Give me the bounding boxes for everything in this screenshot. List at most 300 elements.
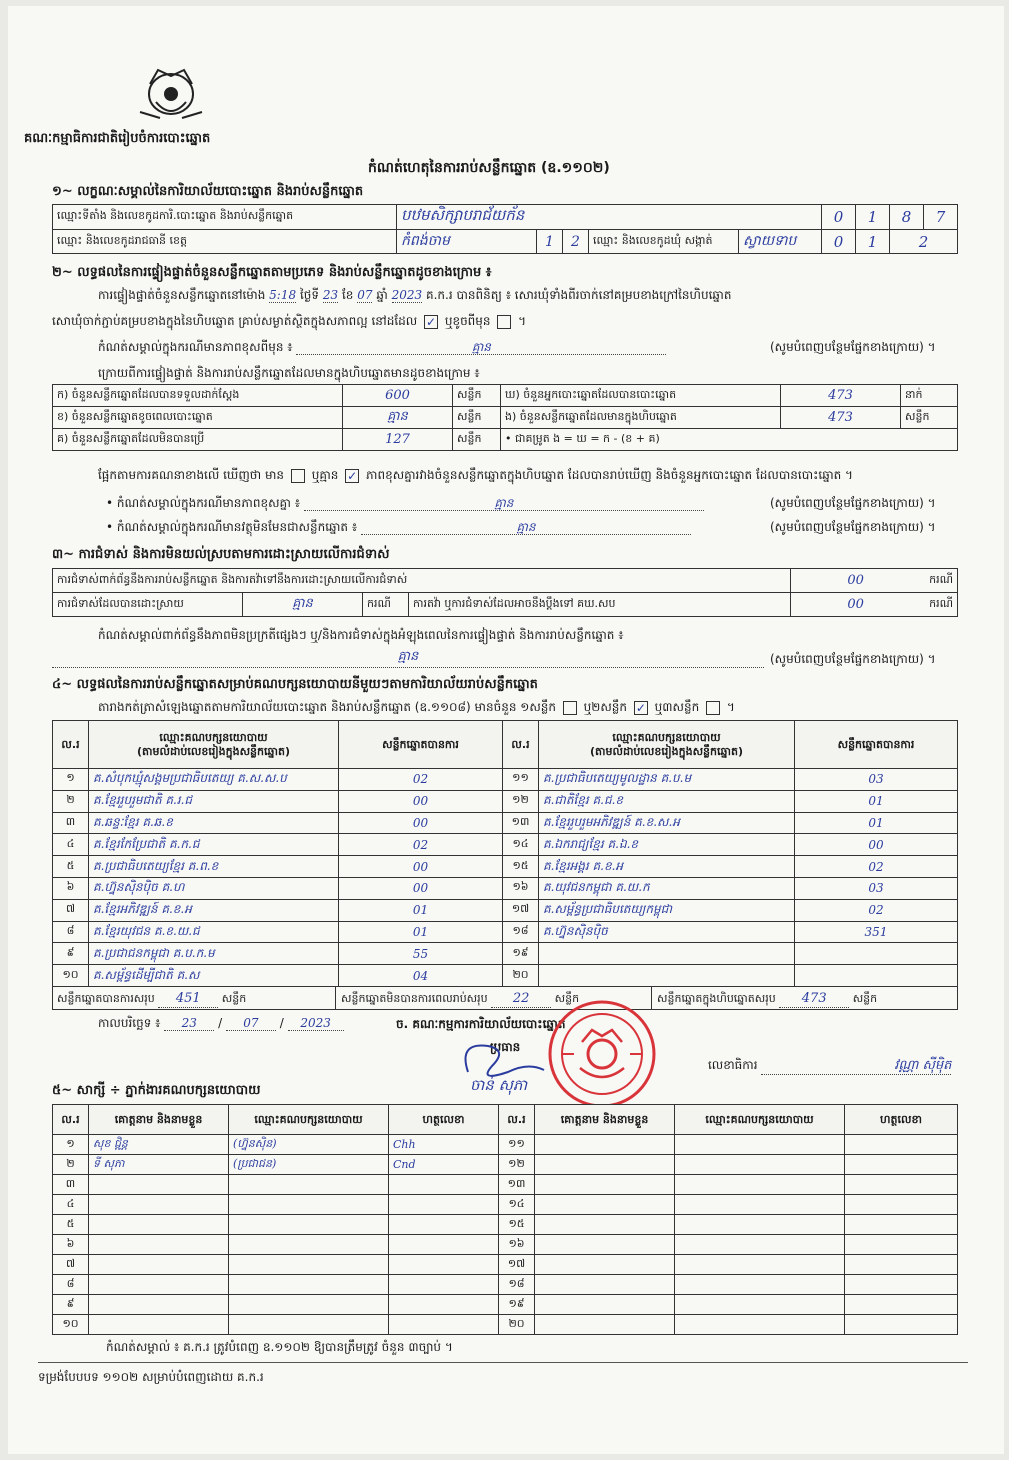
bullet-1-label: • កំណត់សម្គាល់ក្នុងករណីមានភាពខុសគ្នា ៖ bbox=[106, 496, 301, 510]
witness-signature bbox=[845, 1255, 958, 1275]
witness-party bbox=[229, 1195, 389, 1215]
row-number: ១ bbox=[53, 769, 89, 791]
witness-signature bbox=[845, 1235, 958, 1255]
party-name: គ.ខ្មែររួបរួមជាតិ គ.រ.ជ bbox=[89, 790, 339, 812]
witness-party bbox=[675, 1315, 845, 1335]
unused-ballots-label: គ) ចំនួនសន្លឹកឆ្នោតដែលមិនបានប្រើ bbox=[53, 429, 343, 451]
seal-damaged-label: ឬខូចពីមុន bbox=[444, 314, 491, 328]
witness-name bbox=[535, 1215, 675, 1235]
witness-party bbox=[229, 1315, 389, 1335]
result-row bbox=[53, 769, 958, 791]
result-row bbox=[53, 856, 958, 878]
witness-row bbox=[53, 1195, 958, 1215]
row-number: ១១ bbox=[503, 769, 539, 791]
witness-party bbox=[675, 1135, 845, 1155]
row-number: ២ bbox=[53, 1155, 89, 1175]
party-name: គ.ខ្មែរកែប្រែជាតិ គ.ក.ជ bbox=[89, 834, 339, 856]
comparison-text-c: ភាពខុសគ្នារវាងចំនួនសន្លឹកឆ្នោតក្នុងហិបឆ្នោត ដែលបានរាប់ឃើញ និងចំនួនអ្នកបោះឆ្នោត ដែលបានបោះឆ្នោត ។ bbox=[366, 468, 853, 482]
irregularities-note-label: កំណត់សម្គាល់ពាក់ព័ន្ធនឹងភាពមិនប្រក្រតីផ្សេងៗ ឬ/និងការជំទាស់ក្នុងអំឡុងពេលនៃការផ្ទៀងផ្ទាត់ និងការរាប់សន្លឹកឆ្នោត ៖ bbox=[98, 628, 624, 642]
vote-count: 03 bbox=[795, 877, 958, 899]
location-code-digit: 0 bbox=[822, 205, 856, 230]
col-party-subtitle: (តាមលំដាប់លេខរៀងក្នុងសន្លឹកឆ្នោត) bbox=[590, 744, 743, 758]
witness-row bbox=[53, 1255, 958, 1275]
comparison-text-a: ផ្អែកតាមការគណនាខាងលើ ឃើញថា មាន bbox=[98, 468, 285, 482]
total-valid-value: 451 bbox=[158, 991, 218, 1008]
vote-count: 01 bbox=[339, 899, 503, 921]
witness-name bbox=[89, 1315, 229, 1335]
vote-count: 00 bbox=[795, 834, 958, 856]
total-valid-label: សន្លឹកឆ្នោតបានការសរុប bbox=[57, 992, 155, 1005]
row-number: ១៣ bbox=[499, 1175, 535, 1195]
witness-row bbox=[53, 1295, 958, 1315]
witness-name bbox=[89, 1215, 229, 1235]
witness-party bbox=[229, 1255, 389, 1275]
result-row bbox=[53, 899, 958, 921]
witness-signature bbox=[389, 1195, 499, 1215]
row-number: ៨ bbox=[53, 1275, 89, 1295]
location-label: ឈ្មោះទីតាំង និងលេខកូដការិ.បោះឆ្នោត និងរាប់សន្លឹកឆ្នោត bbox=[53, 205, 397, 230]
row-number: ១៥ bbox=[503, 856, 539, 878]
ballot-count-table bbox=[52, 384, 958, 451]
spoiled-ballots-value: គ្មាន bbox=[343, 407, 453, 429]
party-name: គ.ឆន្ទៈខ្មែរ គ.ឆ.ខ bbox=[89, 812, 339, 834]
difference-note-value: គ្មាន bbox=[296, 340, 666, 355]
col-party-subtitle: (តាមលំដាប់លេខរៀងក្នុងសន្លឹកឆ្នោត) bbox=[137, 744, 290, 758]
witness-party bbox=[229, 1235, 389, 1255]
witness-signature bbox=[389, 1315, 499, 1335]
witness-signature bbox=[845, 1295, 958, 1315]
witness-name bbox=[535, 1295, 675, 1315]
row-number: ១០ bbox=[53, 1315, 89, 1335]
commune-label: ឈ្មោះ និងលេខកូដឃុំ សង្កាត់ bbox=[589, 230, 739, 254]
section-4-heading: ៤~ លទ្ធផលនៃការរាប់សន្លឹកឆ្នោតសម្រាប់គណបក្សនយោបាយនីមួយៗតាមការិយាល័យរាប់សន្លឹកឆ្នោត bbox=[52, 677, 538, 692]
party-name: គ.ខ្មែរអភិវឌ្ឍន៍ គ.ខ.អ bbox=[89, 899, 339, 921]
party-name: គ.ប្រជាធិបតេយ្យខ្មែរ គ.ព.ខ bbox=[89, 856, 339, 878]
province-value: កំពង់ចាម bbox=[397, 230, 537, 254]
col-votes-header: សន្លឹកឆ្នោតបានការ bbox=[795, 721, 958, 769]
witness-signature bbox=[389, 1235, 499, 1255]
vote-count: 01 bbox=[795, 812, 958, 834]
vote-count: 02 bbox=[795, 899, 958, 921]
witness-signature bbox=[845, 1315, 958, 1335]
witness-signature bbox=[845, 1175, 958, 1195]
col-party-header: ឈ្មោះគណបក្សនយោបាយ bbox=[675, 1105, 845, 1135]
verification-line-2: សោឃុំចាក់ភ្ជាប់គម្របខាងក្នុងនៃហិបឆ្នោត គ្រាប់សម្ងាត់ស្ថិតក្នុងសភាពល្អ នៅដដែល ✓ ឬខូចពីមុន ។ bbox=[52, 314, 527, 329]
row-number: ១៥ bbox=[499, 1215, 535, 1235]
result-row bbox=[53, 834, 958, 856]
witness-party: (ហ្វ៊ុនស៊ិន) bbox=[229, 1135, 389, 1155]
unit-label: សន្លឹក bbox=[901, 407, 958, 429]
date-label: កាលបរិច្ឆេទ ៖ bbox=[98, 1016, 161, 1030]
one-sheet-checkbox[interactable] bbox=[563, 701, 577, 715]
col-no-header: ល.រ bbox=[503, 721, 539, 769]
date-day: 23 bbox=[164, 1016, 214, 1031]
row-number: ១៨ bbox=[503, 921, 539, 943]
witness-signature bbox=[845, 1195, 958, 1215]
seal-damaged-checkbox[interactable] bbox=[497, 315, 511, 329]
row-number: ៧ bbox=[53, 1255, 89, 1275]
witness-party bbox=[675, 1275, 845, 1295]
witness-signature: Cnd bbox=[389, 1155, 499, 1175]
party-name: គ.សំបុកឃ្មុំសង្គមប្រជាធិបតេយ្យ គ.ស.ស.ប bbox=[89, 769, 339, 791]
voters-label: ឃ) ចំនួនអ្នកបោះឆ្នោតដែលបានបោះឆ្នោត bbox=[501, 385, 781, 407]
vote-count: 03 bbox=[795, 769, 958, 791]
row-number: ១៣ bbox=[503, 812, 539, 834]
total-invalid-value: 22 bbox=[491, 991, 551, 1008]
complaints-label: ការជំទាស់ពាក់ព័ន្ធនឹងការរាប់សន្លឹកឆ្នោត និងការតវ៉ាទៅនឹងការដោះស្រាយលើការជំទាស់ bbox=[53, 569, 791, 593]
witness-name bbox=[89, 1235, 229, 1255]
party-name: គ.ហ្វ៊ុនស៊ិនប៉ិច គ.ហ bbox=[89, 877, 339, 899]
commune-code-digit: 2 bbox=[890, 230, 958, 254]
vote-count: 351 bbox=[795, 921, 958, 943]
resolved-value: គ្មាន bbox=[243, 593, 363, 617]
row-number: ៣ bbox=[53, 812, 89, 834]
year-label: ឆ្នាំ bbox=[376, 288, 388, 302]
row-number: ១៩ bbox=[499, 1295, 535, 1315]
witness-signature bbox=[845, 1275, 958, 1295]
bullet-1-value: គ្មាន bbox=[304, 496, 704, 511]
party-name: គ.ឯករាជ្យខ្មែរ គ.ឯ.ខ bbox=[539, 834, 795, 856]
total-box-label: សន្លឹកឆ្នោតក្នុងហិបឆ្នោតសរុប bbox=[657, 992, 776, 1005]
row-number: ៤ bbox=[53, 1195, 89, 1215]
form-title: កំណត់ហេតុនៃការរាប់សន្លឹកឆ្នោត (ឧ.១១០២) bbox=[368, 160, 610, 176]
secretary-label: លេខាធិការ bbox=[708, 1058, 758, 1072]
witness-name bbox=[89, 1275, 229, 1295]
unused-ballots-value: 127 bbox=[343, 429, 453, 451]
org-name: គណៈកម្មាធិការជាតិរៀបចំការបោះឆ្នោត bbox=[24, 131, 211, 146]
row-number: ៩ bbox=[53, 1295, 89, 1315]
secretary-line bbox=[708, 1058, 951, 1075]
row-number: ១៨ bbox=[499, 1275, 535, 1295]
witness-name bbox=[89, 1255, 229, 1275]
official-stamp-icon bbox=[546, 998, 658, 1110]
witness-row bbox=[53, 1275, 958, 1295]
province-label: ឈ្មោះ និងលេខកូដរាជធានី ខេត្ត bbox=[53, 230, 397, 254]
voters-value: 473 bbox=[781, 385, 901, 407]
row-number: ៨ bbox=[53, 921, 89, 943]
section-1-heading: ១~ លក្ខណៈសម្គាល់នៃការិយាល័យបោះឆ្នោត និងរាប់សន្លឹកឆ្នោត bbox=[52, 184, 364, 199]
row-number: ៥ bbox=[53, 1215, 89, 1235]
total-invalid-label: សន្លឹកឆ្នោតមិនបានការពេលរាប់សរុប bbox=[341, 992, 488, 1005]
fill-more-note: (សូមបំពេញបន្ថែមផ្នែកខាងក្រោយ) ។ bbox=[770, 496, 936, 510]
vote-count: 02 bbox=[339, 834, 503, 856]
footer-text: ទម្រង់បែបបទ ១១០២ សម្រាប់បំពេញដោយ គ.ក.រ bbox=[38, 1370, 264, 1384]
row-number: ១០ bbox=[53, 965, 89, 987]
difference-no-checkbox[interactable]: ✓ bbox=[347, 468, 358, 483]
nec-emblem-icon bbox=[136, 62, 206, 124]
row-number: ១៦ bbox=[499, 1235, 535, 1255]
footnote: កំណត់សម្គាល់ ៖ គ.ក.រ ត្រូវបំពេញ ឧ.១១០២ ឱ្យបានត្រឹមត្រូវ ចំនួន ៣ច្បាប់ ។ bbox=[106, 1340, 453, 1354]
witness-name bbox=[535, 1195, 675, 1215]
results-table bbox=[52, 720, 958, 987]
witness-name bbox=[535, 1235, 675, 1255]
comparison-text-b: ឬគ្មាន bbox=[311, 468, 339, 482]
witness-signature bbox=[389, 1275, 499, 1295]
col-party-header bbox=[89, 721, 339, 769]
result-row bbox=[53, 877, 958, 899]
row-number: ១៧ bbox=[499, 1255, 535, 1275]
witness-signature bbox=[845, 1215, 958, 1235]
vote-count: 00 bbox=[339, 812, 503, 834]
complaints-value: 00 bbox=[790, 569, 920, 593]
unit-label: សន្លឹក bbox=[453, 385, 501, 407]
witness-party: (ប្រជាជន) bbox=[229, 1155, 389, 1175]
row-number: ៤ bbox=[53, 834, 89, 856]
formula-text: • ជាគម្រូត ង = ឃ = ក - (ខ + គ) bbox=[501, 429, 958, 451]
tally-sheet-text: តារាងកត់ត្រាសំឡេងឆ្នោតតាមការិយាល័យបោះឆ្នោត និងរាប់សន្លឹកឆ្នោត (ឧ.១១០៨) មានចំនួន ១សន្លឹក bbox=[98, 700, 556, 714]
witness-party bbox=[229, 1295, 389, 1315]
witness-party bbox=[675, 1215, 845, 1235]
vote-count bbox=[795, 965, 958, 987]
seal-ok-checkbox[interactable]: ✓ bbox=[425, 314, 437, 329]
witness-name bbox=[89, 1175, 229, 1195]
witness-party bbox=[675, 1255, 845, 1275]
witness-row bbox=[53, 1155, 958, 1175]
verification-line-1 bbox=[98, 288, 731, 303]
party-name: គ.ប្រជាជនកម្ពុជា គ.ប.ក.ម bbox=[89, 943, 339, 965]
footer-divider bbox=[38, 1362, 968, 1363]
vote-count: 02 bbox=[795, 856, 958, 878]
three-sheet-checkbox[interactable] bbox=[706, 701, 720, 715]
ballots-in-box-value: 473 bbox=[781, 407, 901, 429]
unit-label: នាក់ bbox=[901, 385, 958, 407]
witness-party bbox=[675, 1235, 845, 1255]
col-name-header: គោត្តនាម និងនាមខ្លួន bbox=[535, 1105, 675, 1135]
row-number: ៩ bbox=[53, 943, 89, 965]
result-row bbox=[53, 965, 958, 987]
row-number: ៣ bbox=[53, 1175, 89, 1195]
witness-name bbox=[535, 1155, 675, 1175]
row-number: ១២ bbox=[499, 1155, 535, 1175]
witness-party bbox=[229, 1215, 389, 1235]
witness-signature: Chh bbox=[389, 1135, 499, 1155]
col-party-header bbox=[539, 721, 795, 769]
appeal-value: 00 bbox=[790, 593, 920, 617]
row-number: ១ bbox=[53, 1135, 89, 1155]
unit-label: សន្លឹក bbox=[453, 407, 501, 429]
witness-name: សុខ ជិន្ណ bbox=[89, 1135, 229, 1155]
total-valid bbox=[57, 991, 246, 1008]
row-number: ២០ bbox=[503, 965, 539, 987]
row-number: ៦ bbox=[53, 1235, 89, 1255]
spoiled-ballots-label: ខ) ចំនួនសន្លឹកឆ្នោតខូចពេលបោះឆ្នោត bbox=[53, 407, 343, 429]
col-party-header: ឈ្មោះគណបក្សនយោបាយ bbox=[229, 1105, 389, 1135]
unit-label: ករណី bbox=[920, 593, 957, 617]
province-code-digit: 2 bbox=[563, 230, 589, 254]
witness-signature bbox=[389, 1175, 499, 1195]
bullet-2-label: • កំណត់សម្គាល់ក្នុងករណីមានវត្ថុមិនមែនជាសន្លឹកឆ្នោត ៖ bbox=[106, 520, 358, 534]
col-no-header: ល.រ bbox=[499, 1105, 535, 1135]
row-number: ១៤ bbox=[503, 834, 539, 856]
president-label: ប្រធាន bbox=[490, 1040, 521, 1054]
row-number: ២០ bbox=[499, 1315, 535, 1335]
result-row bbox=[53, 943, 958, 965]
verification-text-cont: គ.ក.រ បានពិនិត្យ ៖ សោរឃុំទាំងពីរចាក់នៅគម្របខាងក្រៅនៃហិបឆ្នោត bbox=[425, 288, 732, 302]
bullet-2-value: គ្មាន bbox=[361, 520, 691, 535]
month-label: ខែ bbox=[341, 288, 354, 302]
row-number: ១៩ bbox=[503, 943, 539, 965]
witness-signature bbox=[389, 1215, 499, 1235]
vote-count: 55 bbox=[339, 943, 503, 965]
difference-note-line bbox=[98, 340, 666, 355]
party-name: គ.ខ្មែរអង្គរ គ.ខ.អ bbox=[539, 856, 795, 878]
col-name-header: គោត្តនាម និងនាមខ្លួន bbox=[89, 1105, 229, 1135]
complaints-table bbox=[52, 568, 958, 617]
commune-code-digit: 1 bbox=[856, 230, 890, 254]
row-number: ១២ bbox=[503, 790, 539, 812]
date-month: 07 bbox=[226, 1016, 276, 1031]
location-code-digit: 1 bbox=[856, 205, 890, 230]
section-3-heading: ៣~ ការជំទាស់ និងការមិនយល់ស្របតាមការដោះស្រាយលើការជំទាស់ bbox=[52, 547, 390, 562]
province-code-digit: 1 bbox=[537, 230, 563, 254]
row-number: ៧ bbox=[53, 899, 89, 921]
result-row bbox=[53, 812, 958, 834]
party-name bbox=[539, 943, 795, 965]
unit-label: សន្លឹក bbox=[453, 429, 501, 451]
bullet-2-line bbox=[106, 520, 691, 535]
witness-signature bbox=[845, 1135, 958, 1155]
col-sign-header: ហត្ថលេខា bbox=[389, 1105, 499, 1135]
row-number: ១៤ bbox=[499, 1195, 535, 1215]
verification-day: 23 bbox=[322, 288, 339, 302]
vote-count: 00 bbox=[339, 790, 503, 812]
totals-row bbox=[52, 986, 958, 1010]
witness-signature bbox=[845, 1155, 958, 1175]
total-box-value: 473 bbox=[779, 991, 849, 1008]
date-year: 2023 bbox=[288, 1016, 344, 1031]
col-no-header: ល.រ bbox=[53, 1105, 89, 1135]
unit-label: សន្លឹក bbox=[221, 992, 247, 1005]
witness-name bbox=[535, 1135, 675, 1155]
witness-name bbox=[535, 1275, 675, 1295]
witness-party bbox=[229, 1275, 389, 1295]
col-sign-header: ហត្ថលេខា bbox=[845, 1105, 958, 1135]
tally-sheet-line: តារាងកត់ត្រាសំឡេងឆ្នោតតាមការិយាល័យបោះឆ្នោត និងរាប់សន្លឹកឆ្នោត (ឧ.១១០៨) មានចំនួន ១សន្លឹក ឬ២សន្លឹក ✓ ឬ៣សន្លឹក ។ bbox=[98, 700, 735, 715]
witness-name bbox=[535, 1315, 675, 1335]
party-name: គ.សម្ព័ន្ធប្រជាធិបតេយ្យកម្ពុជា bbox=[539, 899, 795, 921]
party-name: គ.យុវជនកម្ពុជា គ.យ.ក bbox=[539, 877, 795, 899]
fill-more-note: (សូមបំពេញបន្ថែមផ្នែកខាងក្រោយ) ។ bbox=[770, 340, 936, 354]
party-name: គ.សម្ព័ន្ធដើម្បីជាតិ គ.ស bbox=[89, 965, 339, 987]
two-sheet-label: ឬ២សន្លឹក bbox=[583, 700, 628, 714]
col-party-title: ឈ្មោះគណបក្សនយោបាយ bbox=[612, 730, 721, 744]
two-sheet-checkbox[interactable]: ✓ bbox=[635, 700, 646, 715]
three-sheet-label: ឬ៣សន្លឹក bbox=[654, 700, 700, 714]
received-ballots-value: 600 bbox=[343, 385, 453, 407]
seal-status-text: សោឃុំចាក់ភ្ជាប់គម្របខាងក្នុងនៃហិបឆ្នោត គ្រាប់សម្ងាត់ស្ថិតក្នុងសភាពល្អ នៅដដែល bbox=[52, 314, 418, 328]
col-party-title: ឈ្មោះគណបក្សនយោបាយ bbox=[159, 730, 268, 744]
difference-note-label: កំណត់សម្គាល់ក្នុងករណីមានភាពខុសពីមុន ៖ bbox=[98, 340, 293, 354]
unit-label: ករណី bbox=[363, 593, 409, 617]
witness-row bbox=[53, 1215, 958, 1235]
party-name: គ.ប្រជាធិបតេយ្យមូលដ្ឋាន គ.ប.ម bbox=[539, 769, 795, 791]
resolved-label: ការជំទាស់ដែលបានដោះស្រាយ bbox=[53, 593, 243, 617]
secretary-signature: វណ្ណា ស៊ីម៉ិត bbox=[761, 1058, 951, 1075]
party-name bbox=[539, 965, 795, 987]
row-number: ១១ bbox=[499, 1135, 535, 1155]
verification-year: 2023 bbox=[391, 288, 423, 302]
party-name: គ.ខ្មែររួបរួមអភិវឌ្ឍន៍ គ.ខ.ស.អ bbox=[539, 812, 795, 834]
verification-text: ការផ្ទៀងផ្ទាត់ចំនួនសន្លឹកឆ្នោតនៅម៉ោង bbox=[98, 288, 266, 302]
vote-count: 01 bbox=[339, 921, 503, 943]
witness-party bbox=[229, 1175, 389, 1195]
bullet-1-line bbox=[106, 496, 704, 511]
fill-more-note: (សូមបំពេញបន្ថែមផ្នែកខាងក្រោយ) ។ bbox=[770, 652, 936, 666]
row-number: ២ bbox=[53, 790, 89, 812]
party-name: គ.ខ្មែរយុវជន គ.ខ.យ.ជ bbox=[89, 921, 339, 943]
vote-count: 02 bbox=[339, 769, 503, 791]
day-label: ថ្ងៃទី bbox=[299, 288, 319, 302]
witness-name bbox=[535, 1175, 675, 1195]
witness-row bbox=[53, 1135, 958, 1155]
witness-name: ទី សុភា bbox=[89, 1155, 229, 1175]
party-name: គ.ហ្វ៊ុនស៊ិនប៉ិច bbox=[539, 921, 795, 943]
witness-party bbox=[675, 1175, 845, 1195]
result-row bbox=[53, 790, 958, 812]
difference-yes-checkbox[interactable] bbox=[291, 469, 305, 483]
commune-value: ស្វាយទាប bbox=[739, 230, 822, 254]
party-name: គ.ជាតិខ្មែរ គ.ជ.ខ bbox=[539, 790, 795, 812]
unit-label: ករណី bbox=[920, 569, 957, 593]
commune-code-digit: 0 bbox=[822, 230, 856, 254]
witness-party bbox=[675, 1295, 845, 1315]
witness-party bbox=[675, 1155, 845, 1175]
col-votes-header: សន្លឹកឆ្នោតបានការ bbox=[339, 721, 503, 769]
row-number: ៥ bbox=[53, 856, 89, 878]
comparison-line bbox=[98, 468, 853, 483]
verification-time: 5:18 bbox=[269, 288, 297, 302]
ballots-in-box-label: ង) ចំនួនសន្លឹកឆ្នោតដែលមានក្នុងហិបឆ្នោត bbox=[501, 407, 781, 429]
fill-more-note: (សូមបំពេញបន្ថែមផ្នែកខាងក្រោយ) ។ bbox=[770, 520, 936, 534]
witness-table bbox=[52, 1104, 958, 1335]
witness-name bbox=[89, 1195, 229, 1215]
row-number: ៦ bbox=[53, 877, 89, 899]
witness-name bbox=[89, 1295, 229, 1315]
witness-row bbox=[53, 1315, 958, 1335]
section-2-heading: ២~ លទ្ធផលនៃការផ្ទៀងផ្ទាត់ចំនួនសន្លឹកឆ្នោតតាមប្រភេទ និងរាប់សន្លឹកឆ្នោតដូចខាងក្រោម ៖ bbox=[52, 265, 492, 280]
vote-count bbox=[795, 943, 958, 965]
location-code-digit: 7 bbox=[924, 205, 958, 230]
result-intro: ក្រោយពីការផ្ទៀងផ្ទាត់ និងការរាប់សន្លឹកឆ្នោតដែលមានក្នុងហិបឆ្នោតមានដូចខាងក្រោម ៖ bbox=[98, 366, 480, 380]
location-code-digit: 8 bbox=[890, 205, 924, 230]
col-no-header: ល.រ bbox=[53, 721, 89, 769]
witness-signature bbox=[389, 1255, 499, 1275]
verification-month: 07 bbox=[357, 288, 373, 302]
row-number: ១៦ bbox=[503, 877, 539, 899]
vote-count: 01 bbox=[795, 790, 958, 812]
location-value: បឋមសិក្សាបរាជ័យក័ន bbox=[397, 205, 822, 230]
date-line: កាលបរិច្ឆេទ ៖ 23 / 07 / 2023 bbox=[98, 1016, 344, 1031]
witness-name bbox=[535, 1255, 675, 1275]
received-ballots-label: ក) ចំនួនសន្លឹកឆ្នោតដែលបានទទួលដាក់ស្តែង bbox=[53, 385, 343, 407]
form-sheet bbox=[8, 6, 1004, 1454]
total-box bbox=[657, 991, 877, 1008]
irregularities-note-value: គ្មាន bbox=[52, 648, 764, 668]
committee-label: ច. គណៈកម្មការការិយាល័យបោះឆ្នោត bbox=[396, 1017, 566, 1031]
appeal-label: ការតវ៉ា ឬការជំទាស់ដែលអាចនឹងប្តឹងទៅ គឃ.សប bbox=[409, 593, 791, 617]
president-signature: ចាន់ សុភា bbox=[470, 1076, 528, 1094]
total-invalid bbox=[341, 991, 579, 1008]
section-5-heading: ៥~ សាក្សី ÷ ភ្នាក់ងារគណបក្សនយោបាយ bbox=[52, 1083, 261, 1098]
vote-count: 00 bbox=[339, 877, 503, 899]
witness-party bbox=[675, 1195, 845, 1215]
result-row bbox=[53, 921, 958, 943]
witness-signature bbox=[389, 1295, 499, 1315]
vote-count: 00 bbox=[339, 856, 503, 878]
row-number: ១៧ bbox=[503, 899, 539, 921]
section-1-table bbox=[52, 204, 958, 254]
witness-row bbox=[53, 1175, 958, 1195]
